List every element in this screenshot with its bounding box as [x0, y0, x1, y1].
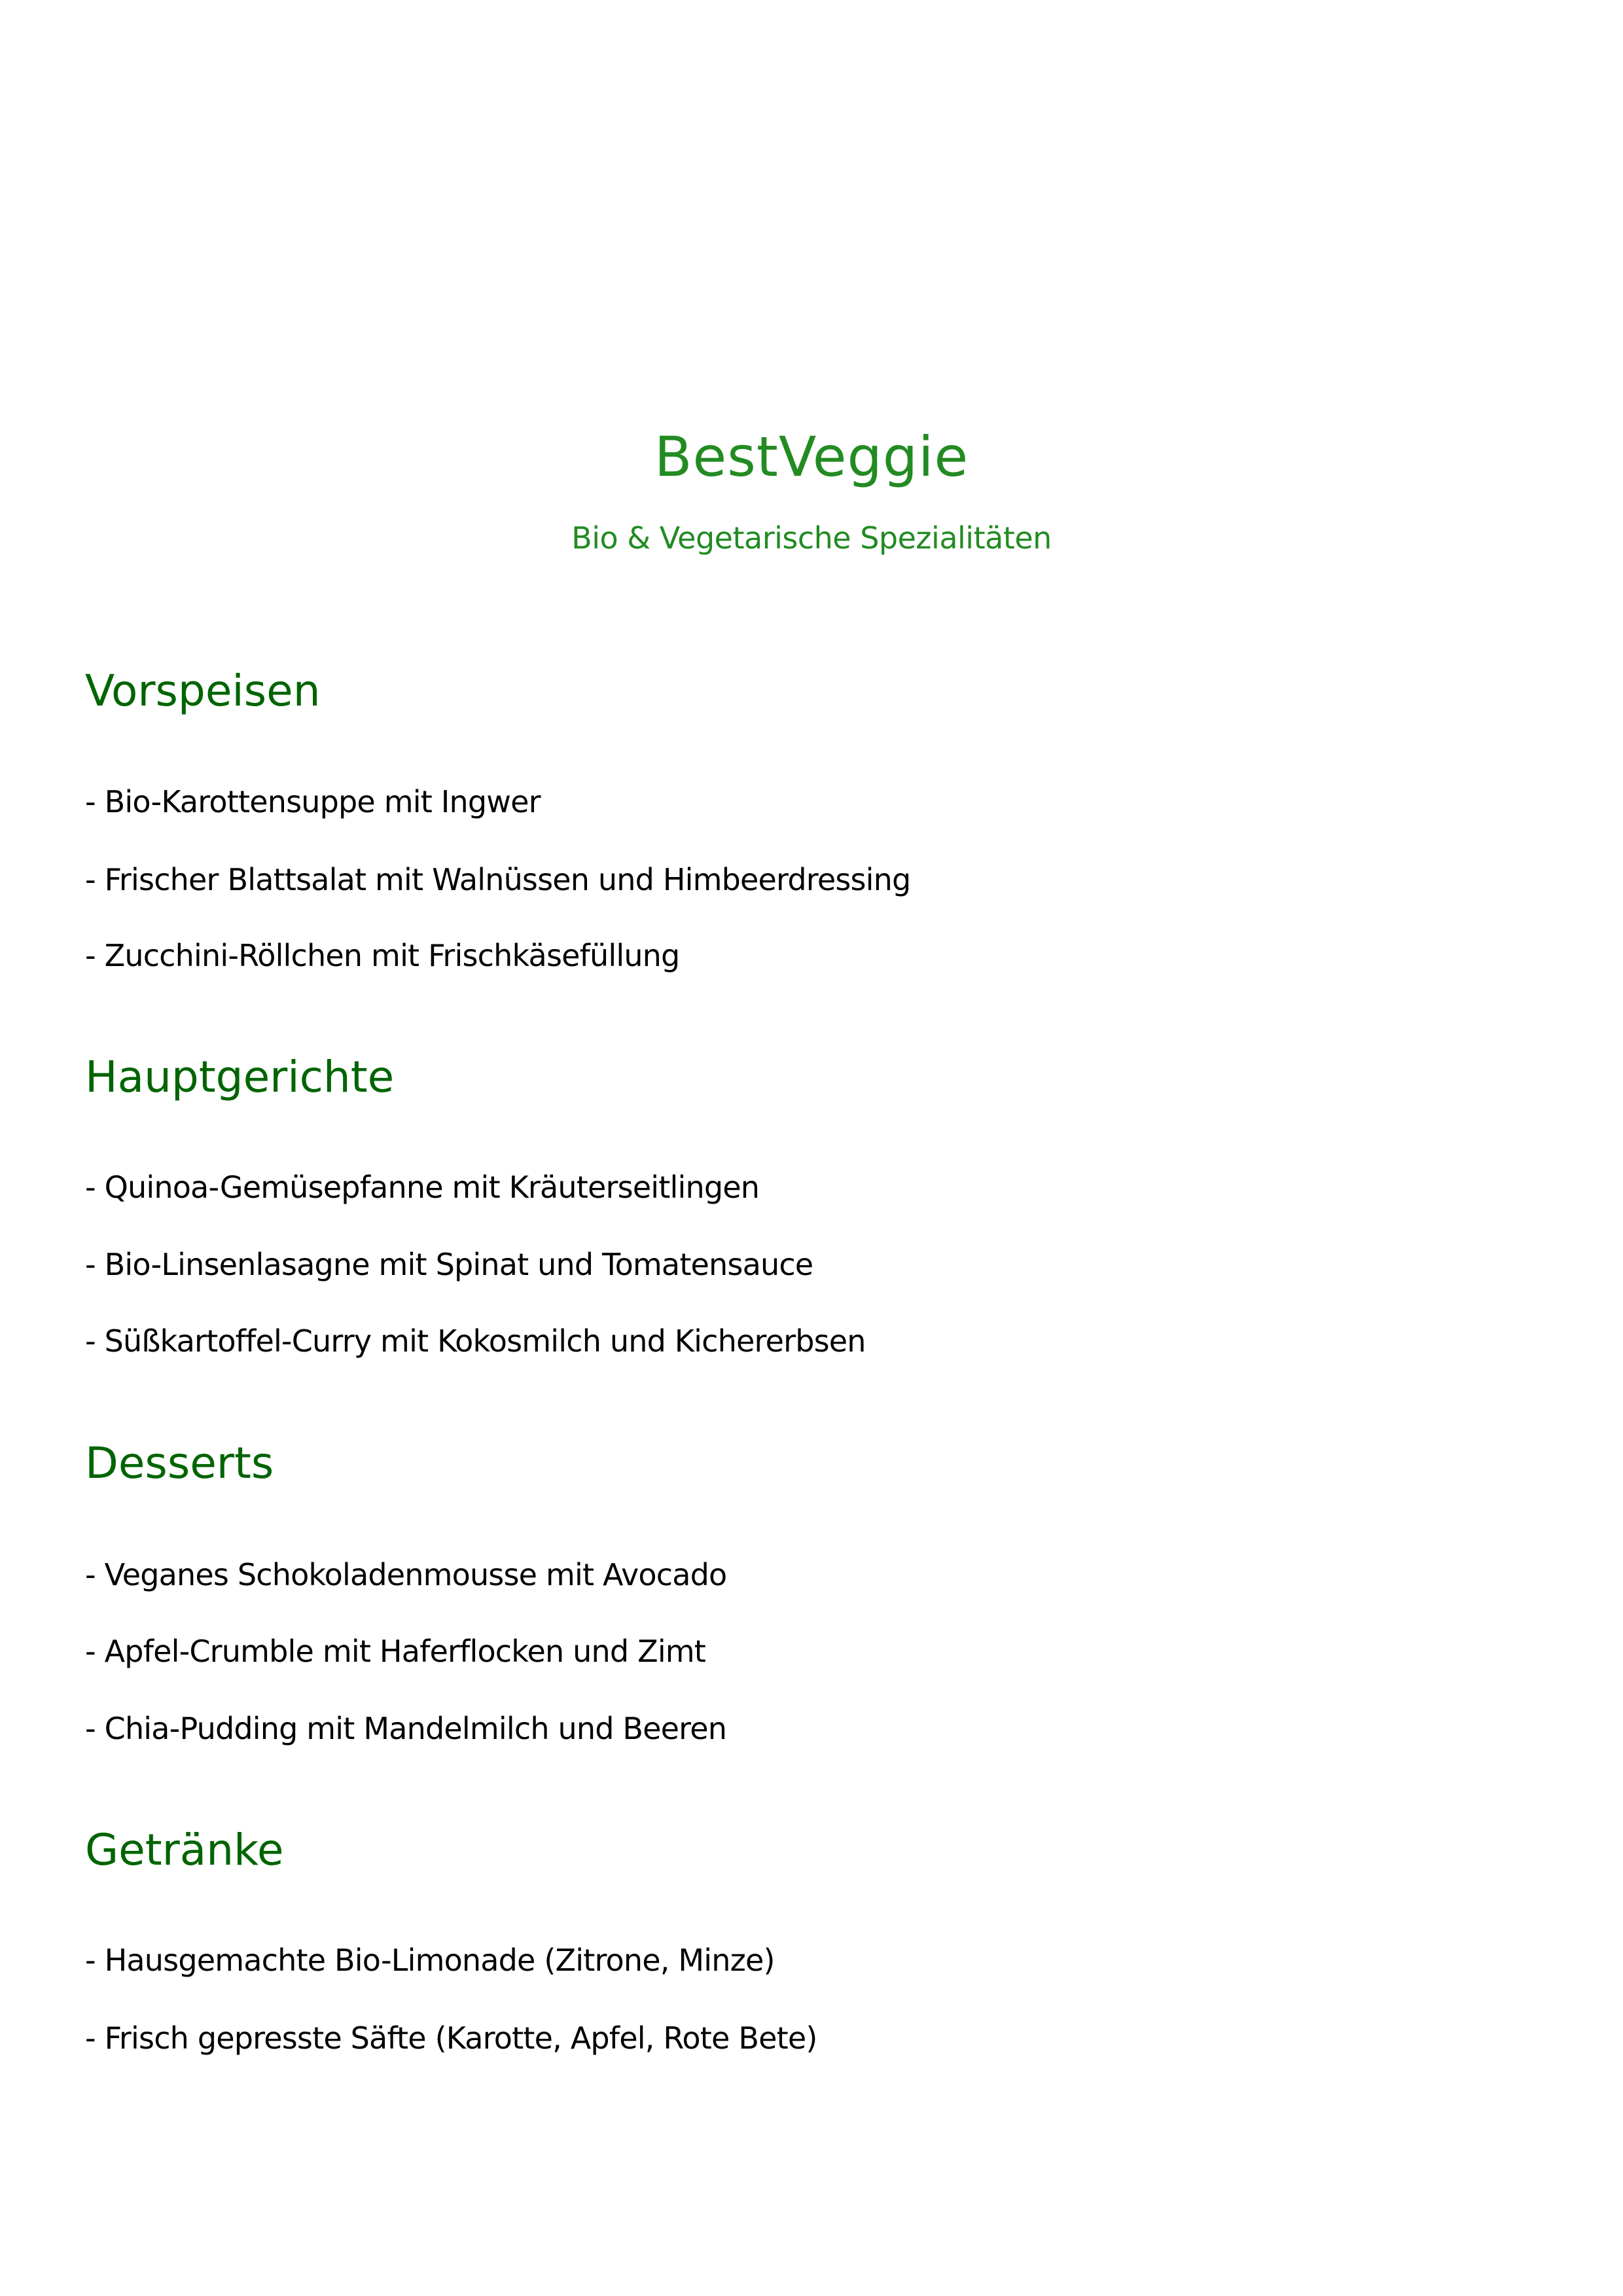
restaurant-subtitle: Bio & Vegetarische Spezialitäten [571, 520, 1052, 556]
section-heading: Vorspeisen [85, 666, 321, 716]
menu-item: - Süßkartoffel-Curry mit Kokosmilch und Kichererbsen [85, 1323, 866, 1359]
menu-item: - Bio-Linsenlasagne mit Spinat und Tomatensauce [85, 1247, 813, 1282]
section-heading: Desserts [85, 1438, 274, 1488]
menu-item: - Bio-Karottensuppe mit Ingwer [85, 784, 541, 819]
menu-item: - Veganes Schokoladenmousse mit Avocado [85, 1557, 727, 1592]
menu-item: - Quinoa-Gemüsepfanne mit Kräuterseitlingen [85, 1170, 760, 1205]
restaurant-title: BestVeggie [654, 425, 969, 489]
section-heading: Hauptgerichte [85, 1052, 395, 1102]
menu-item: - Zucchini-Röllchen mit Frischkäsefüllung [85, 938, 680, 973]
menu-item: - Frischer Blattsalat mit Walnüssen und Himbeerdressing [85, 862, 911, 897]
menu-item: - Apfel-Crumble mit Haferflocken und Zimt [85, 1634, 706, 1669]
menu-item: - Hausgemachte Bio-Limonade (Zitrone, Minze) [85, 1943, 775, 1978]
section-heading: Getränke [85, 1825, 284, 1875]
menu-item: - Frisch gepresste Säfte (Karotte, Apfel, Rote Bete) [85, 2020, 817, 2056]
menu-item: - Chia-Pudding mit Mandelmilch und Beeren [85, 1711, 727, 1746]
